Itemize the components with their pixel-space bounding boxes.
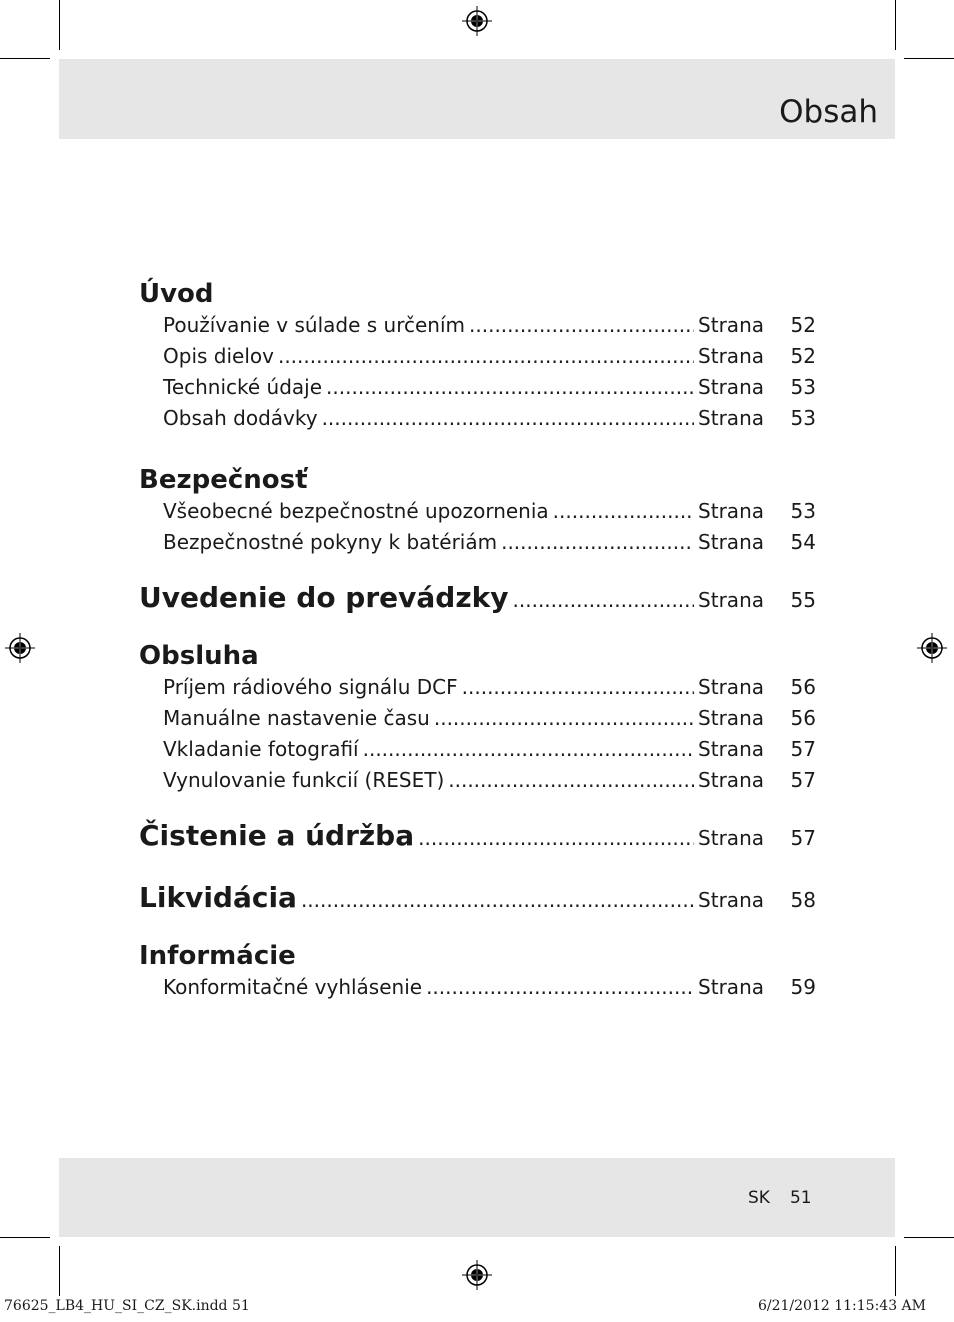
- toc-entry[interactable]: [163, 403, 816, 434]
- crop-mark: [59, 1246, 60, 1296]
- registration-mark-icon: [462, 6, 492, 36]
- table-of-contents: [139, 278, 816, 1003]
- crop-mark: [59, 0, 60, 50]
- entry-label: Obsah dodávky: [163, 406, 318, 430]
- entry-page: 55: [790, 588, 816, 612]
- entry-page: 56: [790, 675, 816, 699]
- toc-entry[interactable]: [163, 527, 816, 558]
- entry-strana: Strana: [698, 706, 764, 730]
- entry-page: 53: [790, 406, 816, 430]
- entry-page: 57: [790, 768, 816, 792]
- dot-leader: [278, 341, 694, 372]
- registration-mark-icon: [917, 633, 947, 663]
- crop-mark: [895, 1246, 896, 1296]
- entry-strana: Strana: [698, 530, 764, 554]
- entry-page: 59: [790, 975, 816, 999]
- entry-label: Bezpečnostné pokyny k batériám: [163, 530, 498, 554]
- section-heading: Informácie: [139, 941, 296, 971]
- section-heading: Čistenie a údržba: [139, 819, 415, 852]
- section-heading: Uvedenie do prevádzky: [139, 581, 509, 614]
- entry-page: 58: [790, 888, 816, 912]
- toc-section-uvedenie[interactable]: [139, 580, 816, 620]
- entry-strana: Strana: [698, 588, 764, 612]
- entry-strana: Strana: [698, 675, 764, 699]
- crop-mark: [895, 0, 896, 50]
- entry-strana: Strana: [698, 737, 764, 761]
- toc-section-uvod: [139, 278, 816, 434]
- header-band: [59, 59, 895, 139]
- entry-label: Všeobecné bezpečnostné upozornenia: [163, 499, 549, 523]
- registration-mark-icon: [462, 1260, 492, 1290]
- toc-section-likvidacia[interactable]: [139, 880, 816, 920]
- slug-timestamp: 6/21/2012 11:15:43 AM: [757, 1298, 926, 1314]
- dot-leader: [469, 310, 694, 341]
- entry-label: Vynulovanie funkcií (RESET): [163, 768, 445, 792]
- dot-leader: [301, 880, 694, 920]
- entry-strana: Strana: [698, 499, 764, 523]
- entry-strana: Strana: [698, 406, 764, 430]
- dot-leader: [426, 972, 694, 1003]
- entry-page: 57: [790, 826, 816, 850]
- toc-entry[interactable]: [163, 310, 816, 341]
- toc-entry[interactable]: [163, 341, 816, 372]
- entry-page: 54: [790, 530, 816, 554]
- entry-label: Príjem rádiového signálu DCF: [163, 675, 458, 699]
- toc-section-bezpecnost: [139, 464, 816, 558]
- toc-entry[interactable]: [163, 372, 816, 403]
- page-number: 51: [789, 1188, 812, 1208]
- crop-mark: [904, 58, 954, 59]
- section-heading: Bezpečnosť: [139, 465, 308, 495]
- entry-label: Manuálne nastavenie času: [163, 706, 430, 730]
- toc-entry[interactable]: [163, 972, 816, 1003]
- toc-section-cistenie[interactable]: [139, 818, 816, 858]
- section-heading: Úvod: [139, 279, 214, 309]
- dot-leader: [501, 527, 694, 558]
- crop-mark: [904, 1237, 954, 1238]
- entry-label: Používanie v súlade s určením: [163, 313, 466, 337]
- entry-page: 57: [790, 737, 816, 761]
- entry-strana: Strana: [698, 768, 764, 792]
- language-code: SK: [748, 1188, 770, 1208]
- entry-label: Konformitačné vyhlásenie: [163, 975, 423, 999]
- dot-leader: [553, 496, 694, 527]
- dot-leader: [462, 672, 694, 703]
- dot-leader: [363, 734, 694, 765]
- entry-strana: Strana: [698, 344, 764, 368]
- entry-label: Vkladanie fotografií: [163, 737, 359, 761]
- toc-entry[interactable]: [163, 734, 816, 765]
- dot-leader: [448, 765, 694, 796]
- entry-label: Technické údaje: [163, 375, 323, 399]
- entry-strana: Strana: [698, 888, 764, 912]
- entry-page: 52: [790, 313, 816, 337]
- entry-page: 52: [790, 344, 816, 368]
- registration-mark-icon: [5, 633, 35, 663]
- dot-leader: [322, 403, 694, 434]
- toc-entry[interactable]: [163, 496, 816, 527]
- slug-filename: 76625_LB4_HU_SI_CZ_SK.indd 51: [4, 1298, 250, 1314]
- crop-mark: [0, 1237, 50, 1238]
- entry-strana: Strana: [698, 375, 764, 399]
- crop-mark: [0, 58, 50, 59]
- entry-label: Opis dielov: [163, 344, 274, 368]
- entry-page: 53: [790, 375, 816, 399]
- entry-page: 53: [790, 499, 816, 523]
- entry-strana: Strana: [698, 313, 764, 337]
- entry-strana: Strana: [698, 975, 764, 999]
- toc-entry[interactable]: [163, 765, 816, 796]
- toc-section-informacie: [139, 940, 816, 1003]
- dot-leader: [434, 703, 694, 734]
- entry-strana: Strana: [698, 826, 764, 850]
- dot-leader: [513, 580, 695, 620]
- section-heading: Likvidácia: [139, 881, 297, 914]
- dot-leader: [418, 818, 694, 858]
- page-folio: [748, 1186, 812, 1210]
- section-heading: Obsluha: [139, 641, 259, 671]
- toc-entry[interactable]: [163, 703, 816, 734]
- toc-entry[interactable]: [163, 672, 816, 703]
- entry-page: 56: [790, 706, 816, 730]
- dot-leader: [326, 372, 694, 403]
- toc-section-obsluha: [139, 640, 816, 796]
- page-title: Obsah: [779, 94, 878, 130]
